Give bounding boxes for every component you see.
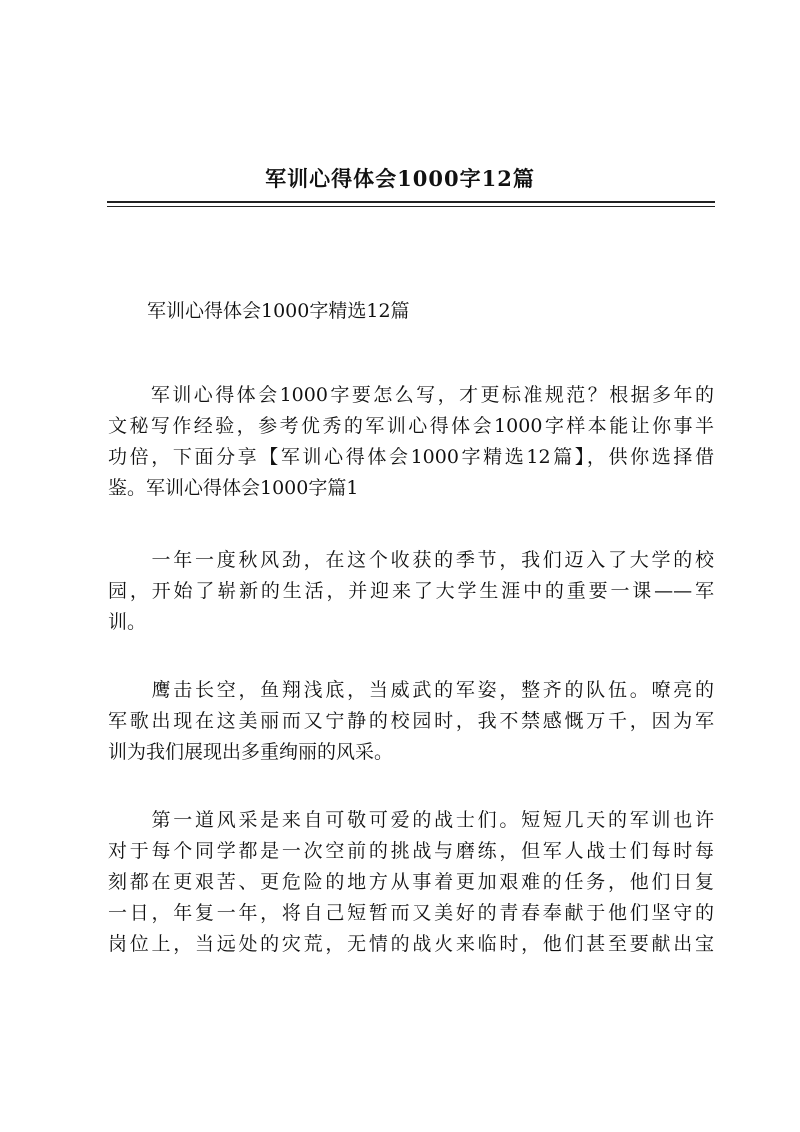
text-line: 军训心得体会1000字要怎么写，才更标准规范？根据多年的 [108,384,714,406]
text-line: 一日，年复一年，将自己短暂而又美好的青春奉献于他们坚守的 [108,902,714,924]
text-line: 岗位上，当远处的灾荒，无情的战火来临时，他们甚至要献出宝 [108,933,714,955]
paragraph-intro [108,380,714,504]
text-line: 对于每个同学都是一次空前的挑战与磨练，但军人战士们每时每 [108,840,714,862]
text-line: 功倍，下面分享【军训心得体会1000字精选12篇】，供你选择借 [108,446,714,468]
text-line: 鉴。军训心得体会1000字篇1 [108,477,359,499]
text-line: 鹰击长空，鱼翔浅底，当威武的军姿，整齐的队伍。嘹亮的 [108,679,714,701]
text-line: 军歌出现在这美丽而又宁静的校园时，我不禁感慨万千，因为军 [108,710,714,732]
title-underline-thick [107,201,715,203]
document-subtitle: 军训心得体会1000字精选12篇 [147,300,410,322]
paragraph-3 [108,805,714,960]
text-line: 训。 [108,611,147,633]
text-line: 一年一度秋风劲，在这个收获的季节，我们迈入了大学的校 [108,549,714,571]
text-line: 文秘写作经验，参考优秀的军训心得体会1000字样本能让你事半 [108,415,714,437]
text-line: 训为我们展现出多重绚丽的风采。 [108,741,394,763]
text-line: 园，开始了崭新的生活，并迎来了大学生涯中的重要一课——军 [108,580,714,602]
paragraph-2 [108,675,714,768]
paragraph-1 [108,545,714,638]
title-underline-thin [107,206,715,207]
text-line: 第一道风采是来自可敬可爱的战士们。短短几天的军训也许 [108,809,714,831]
document-title: 军训心得体会1000字12篇 [265,166,535,191]
text-line: 刻都在更艰苦、更危险的地方从事着更加艰难的任务，他们日复 [108,871,714,893]
